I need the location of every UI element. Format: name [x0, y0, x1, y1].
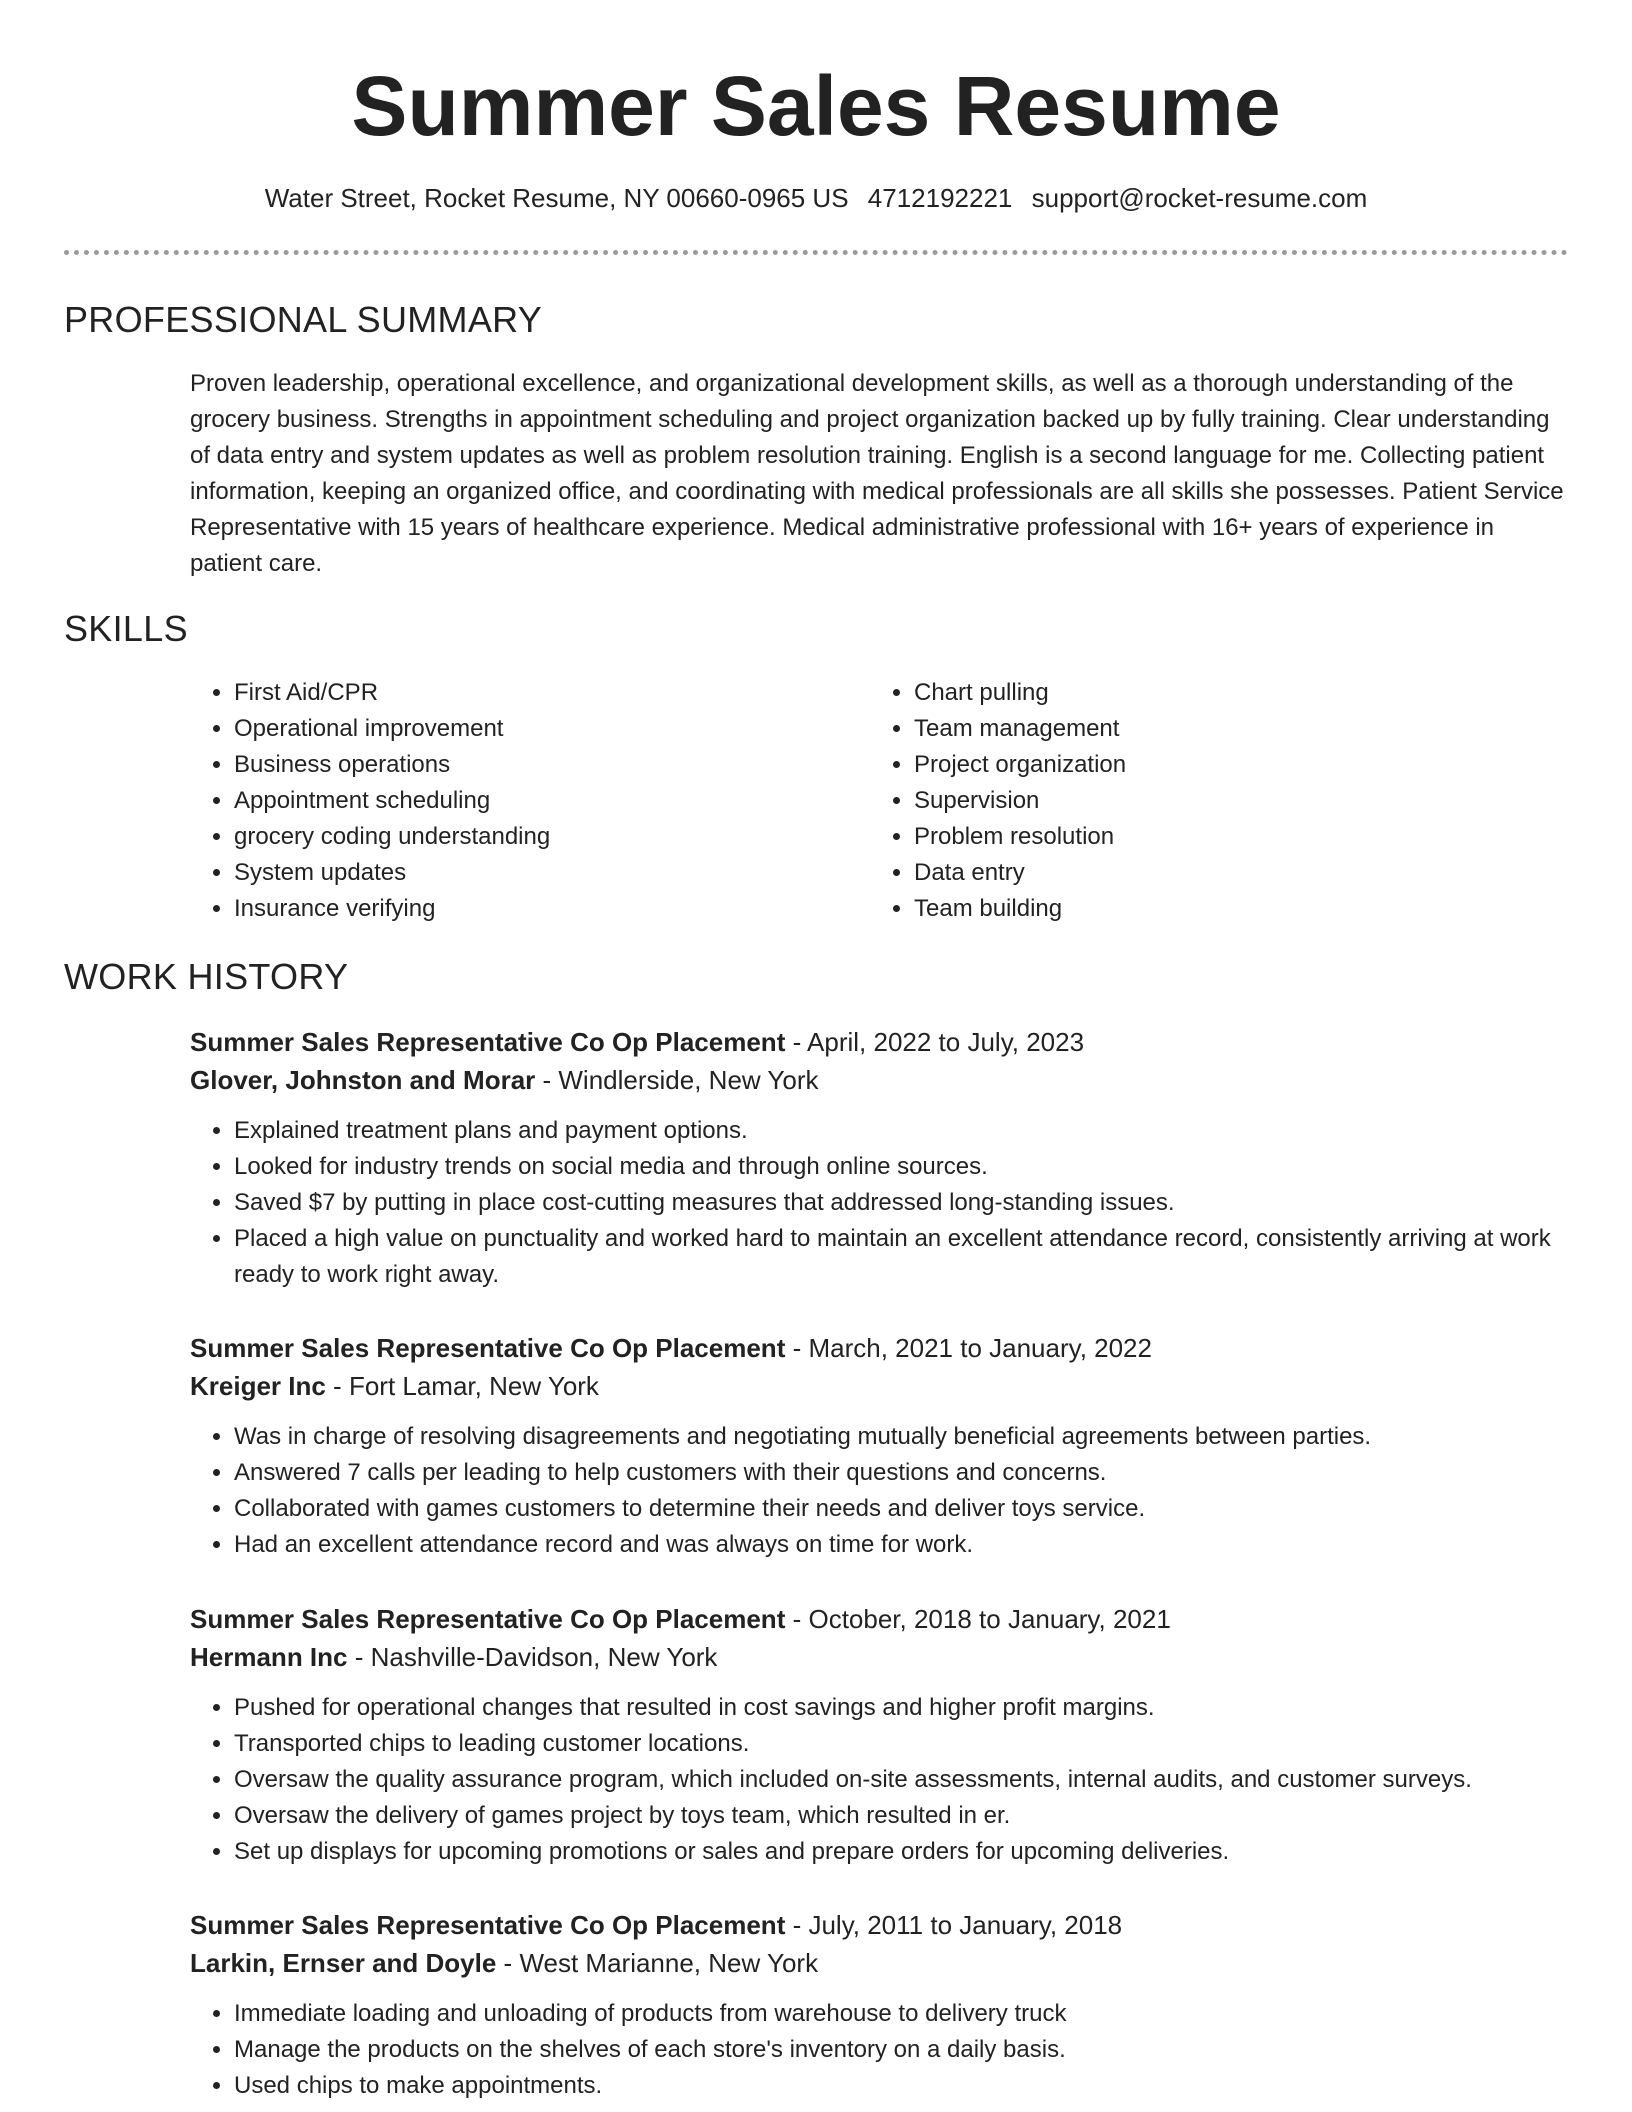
job-company: Hermann Inc	[190, 1642, 348, 1672]
job-dates: April, 2022 to July, 2023	[807, 1027, 1085, 1057]
job-company: Larkin, Ernser and Doyle	[190, 1948, 497, 1978]
skill-item: • Appointment scheduling	[234, 783, 810, 819]
job-title-line: Summer Sales Representative Co Op Placement - October, 2018 to January, 2021	[190, 1604, 1171, 1634]
job-title-line: Summer Sales Representative Co Op Placement - July, 2011 to January, 2018	[190, 1910, 1123, 1940]
skills-left-list	[190, 675, 810, 927]
summary-heading: PROFESSIONAL SUMMARY	[64, 299, 543, 340]
job-bullet: • Saved $7 by putting in place cost-cutting measures that addressed long-standing issues.	[234, 1185, 1570, 1221]
job-bullet: • Set up displays for upcoming promotions or sales and prepare orders for upcoming deliveries.	[234, 1834, 1570, 1870]
skill-item: • Team building	[914, 891, 1490, 927]
job-dates: October, 2018 to January, 2021	[808, 1604, 1171, 1634]
job-location: West Marianne, New York	[519, 1948, 819, 1978]
job-company: Glover, Johnston and Morar	[190, 1065, 536, 1095]
skill-item: • Chart pulling	[914, 675, 1490, 711]
contact-address: Water Street, Rocket Resume, NY 00660-0965 US	[264, 183, 849, 213]
job-entry	[190, 1023, 1570, 1293]
job-dates: July, 2011 to January, 2018	[808, 1910, 1123, 1940]
job-title-line: Summer Sales Representative Co Op Placement - March, 2021 to January, 2022	[190, 1333, 1152, 1363]
skills-left-column	[190, 675, 810, 927]
job-bullets	[190, 1690, 1570, 1870]
skill-item: • System updates	[234, 855, 810, 891]
job-bullets	[190, 1419, 1570, 1563]
job-location: Nashville-Davidson, New York	[370, 1642, 718, 1672]
contact-phone: 4712192221	[867, 183, 1013, 213]
job-bullet: • Oversaw the quality assurance program, which included on-site assessments, internal audits, and customer surveys.	[234, 1762, 1570, 1798]
skill-item: • Business operations	[234, 747, 810, 783]
contact-email: support@rocket-resume.com	[1031, 183, 1368, 213]
job-title: Summer Sales Representative Co Op Placement	[190, 1027, 786, 1057]
skill-item: • Supervision	[914, 783, 1490, 819]
skill-item: • Project organization	[914, 747, 1490, 783]
job-bullets	[190, 1113, 1570, 1293]
skill-item: • Team management	[914, 711, 1490, 747]
job-bullet: • Had an excellent attendance record and was always on time for work.	[234, 1527, 1570, 1563]
job-title: Summer Sales Representative Co Op Placement	[190, 1604, 786, 1634]
work-history-heading: WORK HISTORY	[64, 956, 349, 997]
job-title-line: Summer Sales Representative Co Op Placement - April, 2022 to July, 2023	[190, 1027, 1085, 1057]
job-bullet: • Oversaw the delivery of games project by toys team, which resulted in er.	[234, 1798, 1570, 1834]
job-bullet: • Answered 7 calls per leading to help customers with their questions and concerns.	[234, 1455, 1570, 1491]
job-dates: March, 2021 to January, 2022	[808, 1333, 1152, 1363]
skill-item: • First Aid/CPR	[234, 675, 810, 711]
skills-heading: SKILLS	[64, 608, 188, 649]
job-bullet: • Placed a high value on punctuality and worked hard to maintain an excellent attendance record, consistently arriving at work ready to work right away.	[234, 1221, 1570, 1293]
job-company: Kreiger Inc	[190, 1371, 326, 1401]
skill-item: • Data entry	[914, 855, 1490, 891]
summary-text: Proven leadership, operational excellence, and organizational development skills, as well as a thorough understanding of the grocery business. Strengths in appointment scheduling and project organization backed up by fully training. Clear understanding of data entry and system updates as well as problem resolution training. English is a second language for me. Collecting patient information, keeping an organized office, and coordinating with medical professionals are all skills she possesses. Patient Service Representative with 15 years of healthcare experience. Medical administrative professional with 16+ years of experience in patient care.	[190, 370, 1564, 577]
job-company-line: Kreiger Inc - Fort Lamar, New York	[190, 1371, 599, 1401]
job-entry	[190, 1906, 1570, 2104]
job-company-line: Larkin, Ernser and Doyle - West Marianne, New York	[190, 1948, 819, 1978]
job-location: Fort Lamar, New York	[348, 1371, 599, 1401]
skills-right-column	[870, 675, 1490, 927]
contact-line	[0, 180, 1632, 216]
skill-item: • grocery coding understanding	[234, 819, 810, 855]
resume-name: Summer Sales Resume	[351, 59, 1281, 153]
job-location: Windlerside, New York	[558, 1065, 819, 1095]
job-title: Summer Sales Representative Co Op Placement	[190, 1910, 786, 1940]
skill-item: • Insurance verifying	[234, 891, 810, 927]
job-bullet: • Immediate loading and unloading of products from warehouse to delivery truck	[234, 1996, 1570, 2032]
skills-right-list	[870, 675, 1490, 927]
skill-item: • Problem resolution	[914, 819, 1490, 855]
job-bullet: • Manage the products on the shelves of each store's inventory on a daily basis.	[234, 2032, 1570, 2068]
job-company-line: Hermann Inc - Nashville-Davidson, New York	[190, 1642, 718, 1672]
job-entry	[190, 1600, 1570, 1870]
job-bullet: • Explained treatment plans and payment options.	[234, 1113, 1570, 1149]
job-bullet: • Transported chips to leading customer locations.	[234, 1726, 1570, 1762]
header-divider	[64, 250, 1568, 255]
skill-item: • Operational improvement	[234, 711, 810, 747]
job-bullet: • Used chips to make appointments.	[234, 2068, 1570, 2104]
job-bullet: • Collaborated with games customers to determine their needs and deliver toys service.	[234, 1491, 1570, 1527]
job-bullet: • Looked for industry trends on social media and through online sources.	[234, 1149, 1570, 1185]
job-entry	[190, 1329, 1570, 1563]
job-bullet: • Was in charge of resolving disagreements and negotiating mutually beneficial agreements between parties.	[234, 1419, 1570, 1455]
job-company-line: Glover, Johnston and Morar - Windlerside, New York	[190, 1065, 819, 1095]
job-bullet: • Pushed for operational changes that resulted in cost savings and higher profit margins.	[234, 1690, 1570, 1726]
job-title: Summer Sales Representative Co Op Placement	[190, 1333, 786, 1363]
job-bullets	[190, 1996, 1570, 2104]
